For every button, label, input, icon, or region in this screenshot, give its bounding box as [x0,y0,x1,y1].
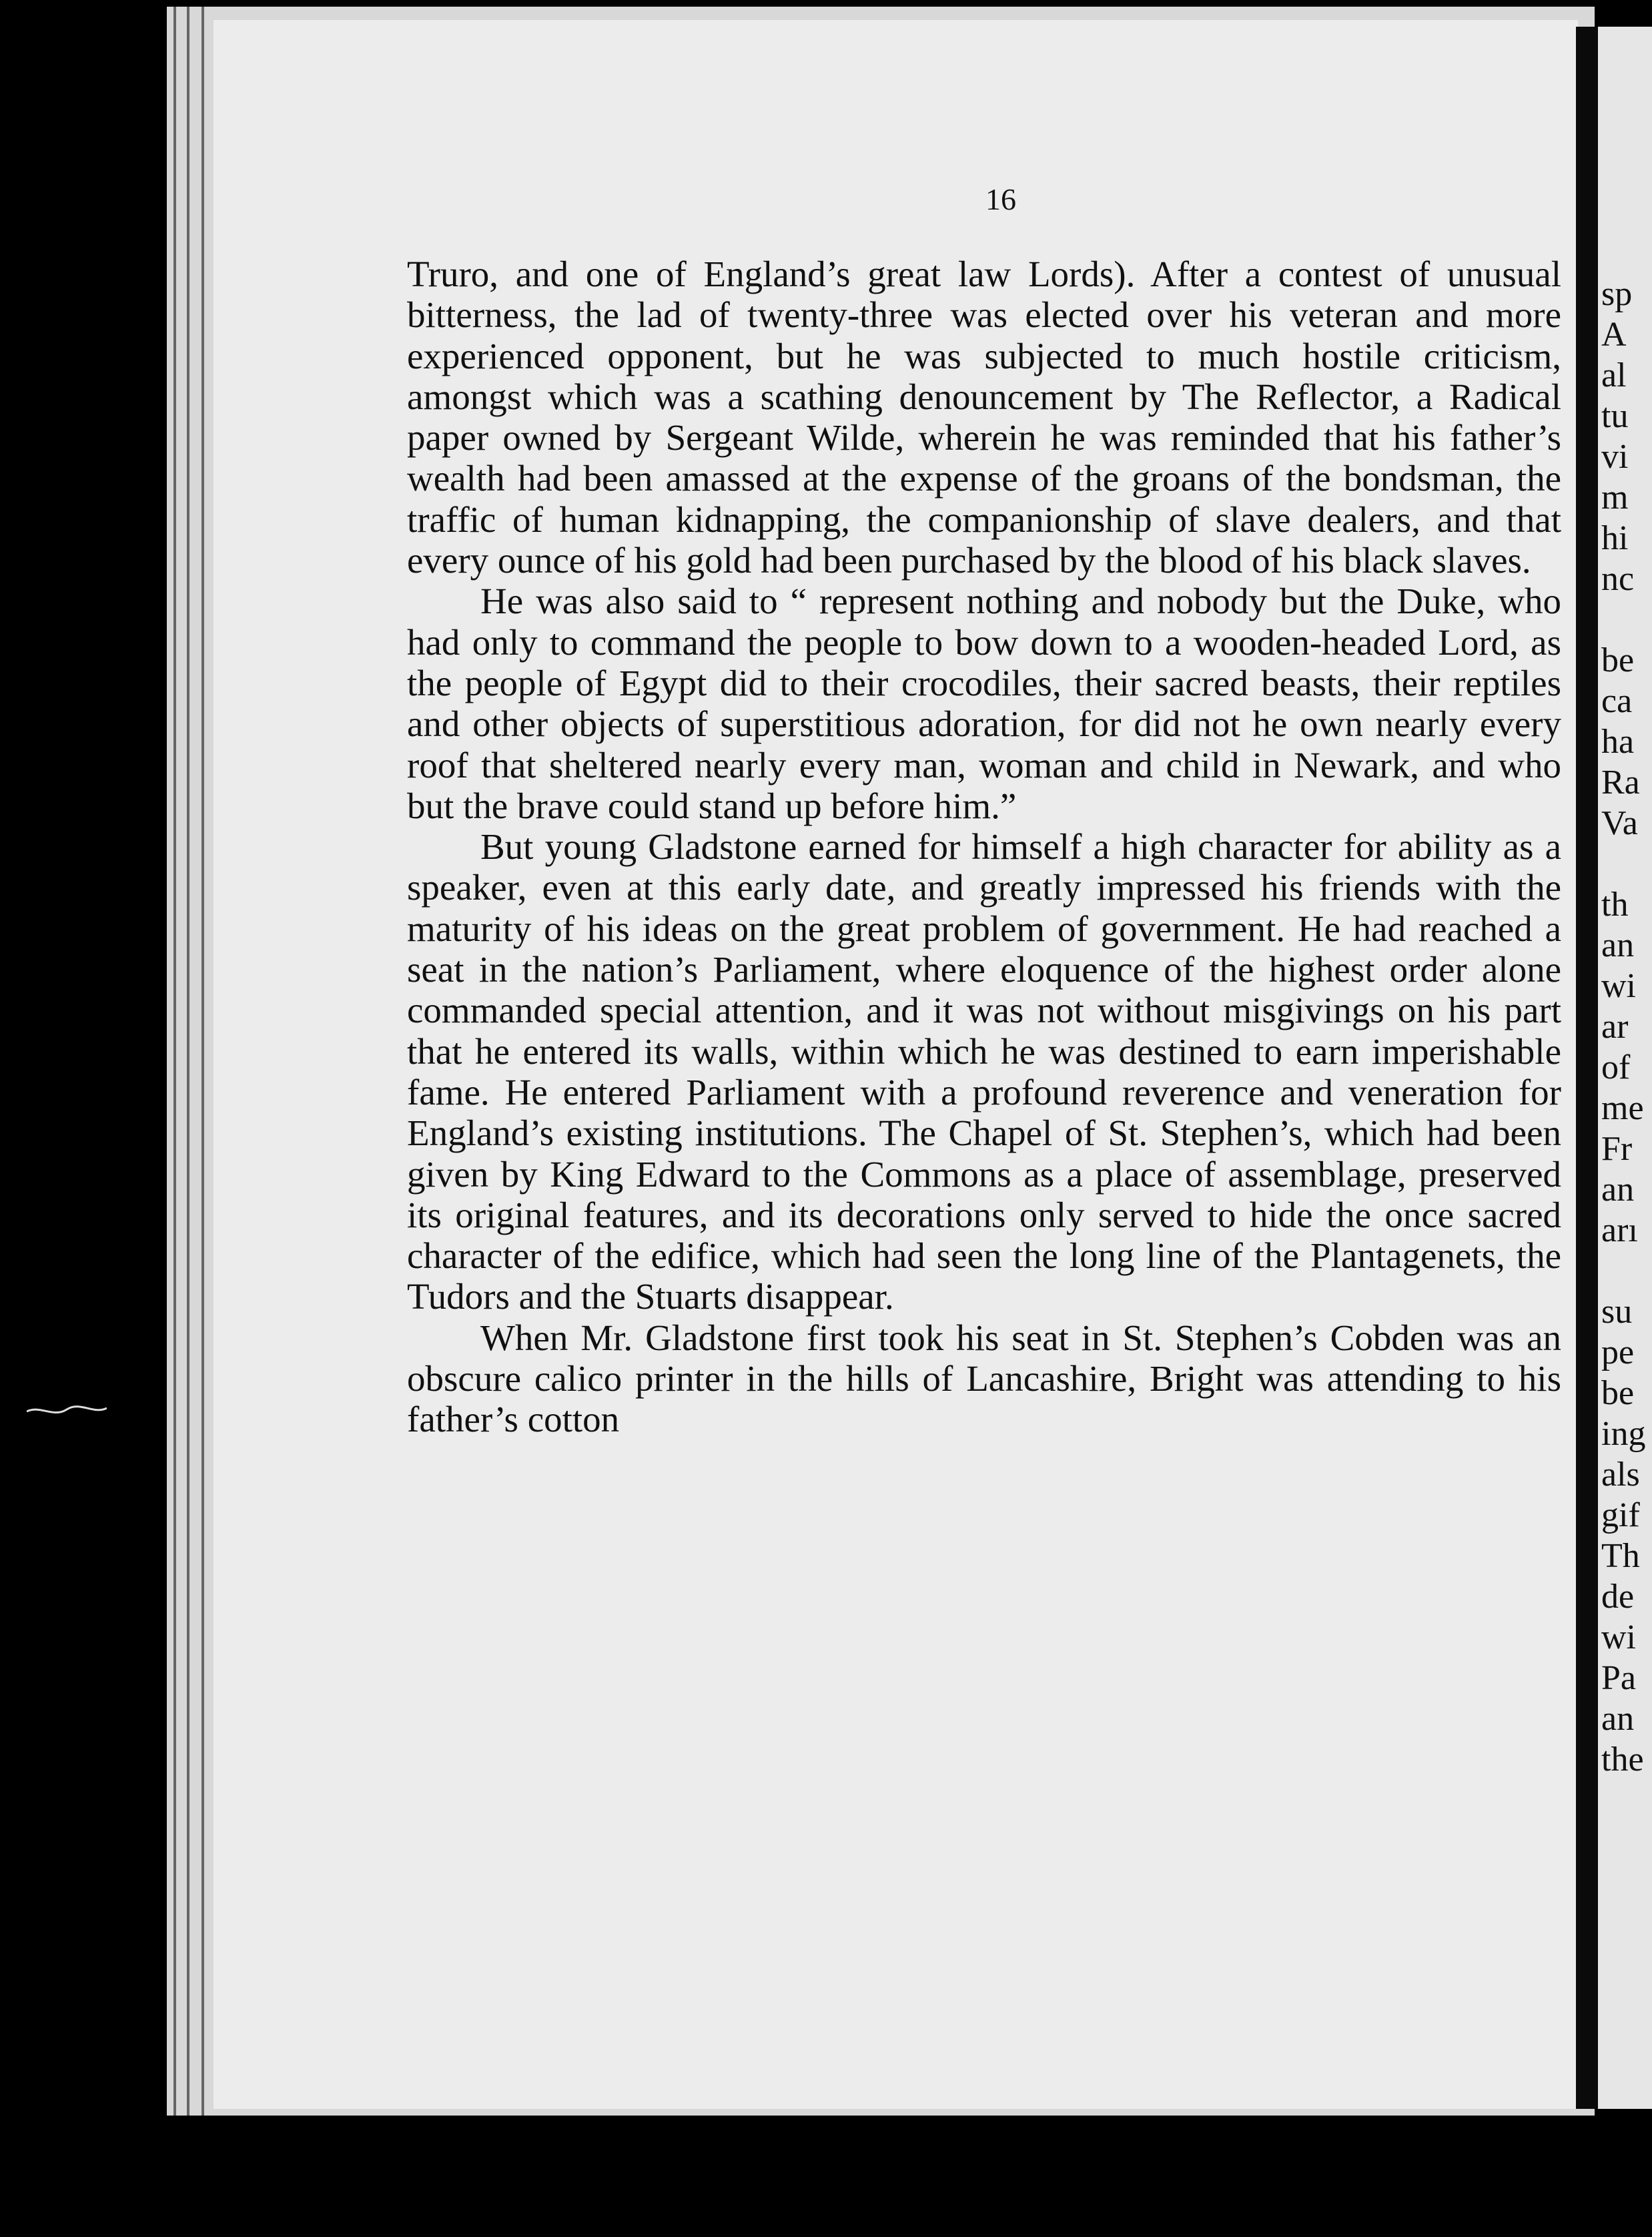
fragment: an [1601,1700,1635,1738]
paragraph: He was also said to “ represent nothing and nobody but the Duke, who had only to command the people to bow down to a wooden-headed Lord, as the people of Egypt did to their crocodiles, their sacred beasts, their reptiles and other objects of superstitious adoration, for did not he own nearly every roof that sheltered nearly every man, woman and child in Newark, and who but the brave could stand up before him.” [407,581,1561,826]
fragment: Ra [1601,763,1640,802]
fragment: Pa [1601,1659,1636,1697]
fragment: arı [1601,1211,1638,1249]
fragment: me [1601,1089,1644,1127]
fragment: an [1601,926,1635,964]
fragment: wi [1601,967,1636,1005]
page-edge-line [173,7,176,2142]
body-text [407,254,1561,1440]
fragment: ing [1601,1415,1646,1453]
fragment: pe [1601,1333,1635,1371]
fragment: hi [1601,519,1629,557]
facing-page-text [1601,274,1652,1780]
fragment: Fr [1601,1130,1633,1168]
fragment: m [1601,478,1629,517]
fragment: vi [1601,438,1629,476]
fragment: nc [1601,560,1635,598]
fragment: th [1601,886,1629,924]
fragment: be [1601,641,1635,679]
fragment: Th [1601,1537,1640,1575]
page-number: 16 [985,182,1016,216]
fragment: Va [1601,804,1638,842]
fragment: the [1601,1740,1644,1779]
paragraph: Truro, and one of England’s great law Lords). After a contest of unusual bitterness, the lad of twenty-three was elected over his veteran and more experienced opponent, but he was subjected to much hostile criticism, amongst which was a scathing denouncement by The Reflector, a Radical paper owned by Sergeant Wilde, wherein he was reminded that his father’s wealth had been amassed at the expense of the groans of the bondsman, the traffic of human kidnapping, the companionship of slave dealers, and that every ounce of his gold had been purchased by the blood of his black slaves. [407,254,1561,581]
fragment: de [1601,1578,1635,1616]
fragment: al [1601,356,1627,394]
page-edge-line [187,7,189,2142]
scan-border [0,2116,1652,2237]
fragment: su [1601,1293,1633,1331]
paragraph: When Mr. Gladstone first took his seat in St. Stephen’s Cobden was an obscure calico printer in the hills of Lancashire, Bright was attending to his father’s cotton [407,1317,1561,1440]
fragment: als [1601,1456,1640,1494]
book-gutter [1576,27,1598,2109]
fragment: be [1601,1374,1635,1412]
fragment: tu [1601,397,1629,435]
fragment: gif [1601,1496,1640,1534]
fragment: an [1601,1171,1635,1209]
fragment: wi [1601,1618,1636,1656]
fragment: ha [1601,723,1635,761]
fragment: ca [1601,682,1633,720]
fragment: A [1601,316,1627,354]
page-edge-line [201,7,204,2142]
fragment: sp [1601,275,1633,313]
fragment: ar [1601,1008,1629,1046]
paragraph: But young Gladstone earned for himself a high character for ability as a speaker, even at this early date, and greatly impressed his friends with the maturity of his ideas on the great problem of government. He had reached a seat in the nation’s Parliament, where eloquence of the highest order alone commanded special attention, and it was not without misgivings on his part that he entered its walls, within which he was destined to earn imperishable fame. He entered Parliament with a profound reverence and veneration for England’s existing institutions. The Chapel of St. Stephen’s, which had been given by King Edward to the Commons as a place of assemblage, preserved its original features, and its decorations only served to hide the once sacred character of the edifice, which had seen the long line of the Plantagenets, the Tudors and the Stuarts disappear. [407,826,1561,1317]
stray-thread-mark [27,1401,107,1421]
fragment: of [1601,1048,1631,1086]
